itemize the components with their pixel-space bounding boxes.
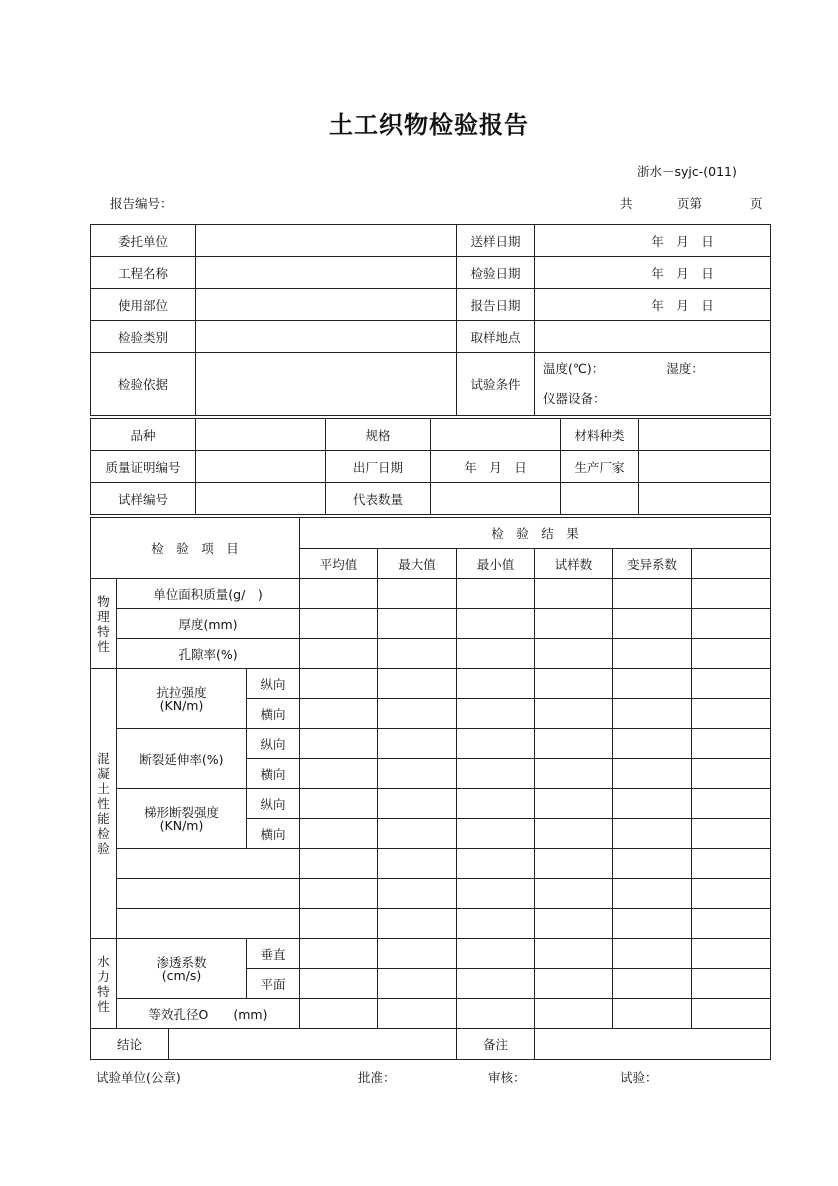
result-cell[interactable]: [692, 969, 771, 999]
variety-field[interactable]: [196, 419, 326, 451]
spec-field[interactable]: [431, 419, 561, 451]
rep-qty-field[interactable]: [431, 483, 561, 515]
result-cell[interactable]: [300, 879, 378, 909]
result-cell[interactable]: [692, 849, 771, 879]
result-cell[interactable]: [457, 729, 535, 759]
result-cell[interactable]: [535, 999, 613, 1029]
result-cell[interactable]: [457, 669, 535, 699]
result-cell[interactable]: [378, 939, 457, 969]
result-cell[interactable]: [457, 939, 535, 969]
col-header: 最小值: [457, 549, 535, 579]
result-cell[interactable]: [300, 669, 378, 699]
result-cell[interactable]: [300, 969, 378, 999]
temp-label: 温度(℃)：: [543, 361, 605, 376]
label: 使用部位: [91, 289, 196, 321]
conclusion-table: [90, 1028, 771, 1060]
remarks-label: 备注: [457, 1029, 535, 1060]
result-cell[interactable]: [378, 969, 457, 999]
result-cell[interactable]: [300, 849, 378, 879]
result-cell[interactable]: [300, 999, 378, 1029]
col-header: 最大值: [378, 549, 457, 579]
item-label: 等效孔径O (mm): [117, 999, 300, 1029]
result-cell[interactable]: [692, 909, 771, 939]
result-cell[interactable]: [378, 879, 457, 909]
result-cell[interactable]: [692, 579, 771, 609]
result-cell[interactable]: [300, 939, 378, 969]
result-cell[interactable]: [378, 759, 457, 789]
label: 规格: [326, 419, 431, 451]
result-cell[interactable]: [535, 789, 613, 819]
result-cell[interactable]: [613, 849, 692, 879]
sample-place-field[interactable]: [535, 321, 771, 353]
result-cell[interactable]: [457, 999, 535, 1029]
label: 试样编号: [91, 483, 196, 515]
result-cell[interactable]: [457, 969, 535, 999]
label: 工程名称: [91, 257, 196, 289]
result-cell[interactable]: [613, 639, 692, 669]
result-cell[interactable]: [613, 819, 692, 849]
report-date-field[interactable]: 年 月 日: [535, 289, 771, 321]
conclusion-label: 结论: [91, 1029, 169, 1060]
result-cell[interactable]: [457, 639, 535, 669]
blank-cell[interactable]: [639, 483, 771, 515]
result-cell[interactable]: [535, 669, 613, 699]
result-cell[interactable]: [457, 579, 535, 609]
result-cell[interactable]: [535, 609, 613, 639]
item-label: 厚度(mm): [117, 609, 300, 639]
item-label: 单位面积质量(g/ ): [117, 579, 300, 609]
result-cell[interactable]: [692, 729, 771, 759]
result-cell[interactable]: [378, 669, 457, 699]
result-cell[interactable]: [535, 819, 613, 849]
result-cell[interactable]: [300, 819, 378, 849]
result-cell[interactable]: [378, 609, 457, 639]
result-cell[interactable]: [535, 939, 613, 969]
item-label: 断裂延伸率(%): [117, 729, 247, 789]
result-cell[interactable]: [378, 909, 457, 939]
result-cell[interactable]: [535, 639, 613, 669]
result-cell[interactable]: [613, 759, 692, 789]
label: 品种: [91, 419, 196, 451]
page-total-label: 共: [620, 196, 633, 211]
label: 检验类别: [91, 321, 196, 353]
result-cell[interactable]: [613, 699, 692, 729]
col-header: 试样数: [535, 549, 613, 579]
result-cell[interactable]: [378, 699, 457, 729]
result-cell[interactable]: [613, 729, 692, 759]
result-cell[interactable]: [692, 939, 771, 969]
category-physical: 物理特性: [91, 579, 117, 669]
page-label: 页: [750, 196, 763, 211]
label: 送样日期: [457, 225, 535, 257]
equipment-label: 仪器设备：: [543, 391, 606, 406]
blank-cell[interactable]: [561, 483, 639, 515]
result-cell[interactable]: [378, 729, 457, 759]
result-cell[interactable]: [300, 789, 378, 819]
result-cell[interactable]: [692, 699, 771, 729]
label: 检验依据: [91, 353, 196, 416]
result-cell[interactable]: [535, 849, 613, 879]
basis-field[interactable]: [196, 353, 457, 416]
send-date-field[interactable]: 年 月 日: [535, 225, 771, 257]
direction-label: 横向: [247, 759, 300, 789]
result-cell[interactable]: [613, 609, 692, 639]
result-cell[interactable]: [378, 579, 457, 609]
result-cell[interactable]: [613, 669, 692, 699]
test-date-field[interactable]: 年 月 日: [535, 257, 771, 289]
results-table: [90, 517, 771, 1029]
result-cell[interactable]: [300, 699, 378, 729]
blank-item[interactable]: [117, 879, 300, 909]
item-header: 检 验 项 目: [91, 518, 300, 579]
item-label: 梯形断裂强度 (KN/m): [117, 789, 247, 849]
result-cell[interactable]: [692, 789, 771, 819]
result-cell[interactable]: [613, 909, 692, 939]
label: 委托单位: [91, 225, 196, 257]
result-cell[interactable]: [692, 759, 771, 789]
humidity-label: 湿度：: [666, 361, 704, 376]
label: 报告日期: [457, 289, 535, 321]
footer-unit: 试验单位(公章): [96, 1070, 181, 1085]
direction-label: 纵向: [247, 729, 300, 759]
result-cell[interactable]: [300, 609, 378, 639]
remarks-field[interactable]: [535, 1029, 771, 1060]
direction-label: 纵向: [247, 789, 300, 819]
result-cell[interactable]: [692, 819, 771, 849]
conclusion-field[interactable]: [169, 1029, 457, 1060]
page-of-label: 页第: [677, 196, 703, 211]
result-cell[interactable]: [457, 699, 535, 729]
label: 取样地点: [457, 321, 535, 353]
result-cell[interactable]: [613, 789, 692, 819]
label: 出厂日期: [326, 451, 431, 483]
result-cell[interactable]: [300, 639, 378, 669]
result-cell[interactable]: [613, 999, 692, 1029]
footer-approve: 批准：: [358, 1070, 396, 1085]
result-cell[interactable]: [457, 759, 535, 789]
result-cell[interactable]: [613, 939, 692, 969]
col-header: 变异系数: [613, 549, 692, 579]
direction-label: 横向: [247, 819, 300, 849]
material-field[interactable]: [639, 419, 771, 451]
result-cell[interactable]: [535, 579, 613, 609]
cert-no-field[interactable]: [196, 451, 326, 483]
result-cell[interactable]: [535, 759, 613, 789]
category-mechanical: 混凝土性能检验: [91, 669, 117, 939]
report-no-label: 报告编号：: [110, 196, 173, 211]
blank-item[interactable]: [117, 909, 300, 939]
result-cell[interactable]: [378, 639, 457, 669]
result-cell[interactable]: [613, 969, 692, 999]
result-cell[interactable]: [692, 609, 771, 639]
result-cell[interactable]: [300, 579, 378, 609]
info-table: [90, 224, 771, 416]
usage-field[interactable]: [196, 289, 457, 321]
result-cell[interactable]: [300, 909, 378, 939]
item-label: 渗透系数 (cm/s): [117, 939, 247, 999]
result-cell[interactable]: [457, 909, 535, 939]
direction-label: 垂直: [247, 939, 300, 969]
blank-item[interactable]: [117, 849, 300, 879]
result-cell[interactable]: [378, 789, 457, 819]
result-cell[interactable]: [378, 819, 457, 849]
label: 材料种类: [561, 419, 639, 451]
result-cell[interactable]: [613, 879, 692, 909]
col-header: 平均值: [300, 549, 378, 579]
result-cell[interactable]: [457, 789, 535, 819]
result-cell[interactable]: [457, 849, 535, 879]
result-cell[interactable]: [692, 669, 771, 699]
label: 代表数量: [326, 483, 431, 515]
result-cell[interactable]: [300, 759, 378, 789]
conditions-field[interactable]: [535, 353, 771, 416]
result-cell[interactable]: [535, 879, 613, 909]
result-cell[interactable]: [535, 699, 613, 729]
result-cell[interactable]: [692, 639, 771, 669]
result-cell[interactable]: [457, 609, 535, 639]
direction-label: 横向: [247, 699, 300, 729]
result-cell[interactable]: [692, 879, 771, 909]
manufacturer-field[interactable]: [639, 451, 771, 483]
footer-test: 试验：: [620, 1070, 658, 1085]
page-title: 土工织物检验报告: [329, 111, 529, 139]
test-type-field[interactable]: [196, 321, 457, 353]
result-cell[interactable]: [300, 729, 378, 759]
result-cell[interactable]: [535, 909, 613, 939]
label: 质量证明编号: [91, 451, 196, 483]
result-cell[interactable]: [378, 849, 457, 879]
result-cell[interactable]: [535, 729, 613, 759]
result-header: 检 验 结 果: [300, 518, 771, 549]
form-code: 浙水－syjc-(011): [637, 164, 737, 179]
sample-table: [90, 418, 771, 515]
client-field[interactable]: [196, 225, 457, 257]
project-field[interactable]: [196, 257, 457, 289]
sample-no-field[interactable]: [196, 483, 326, 515]
footer-review: 审核：: [488, 1070, 526, 1085]
result-cell[interactable]: [378, 999, 457, 1029]
label: 试验条件: [457, 353, 535, 416]
result-cell[interactable]: [457, 819, 535, 849]
item-label: 孔隙率(%): [117, 639, 300, 669]
factory-date-field[interactable]: 年 月 日: [431, 451, 561, 483]
category-hydraulic: 水力特性: [91, 939, 117, 1029]
result-cell[interactable]: [613, 579, 692, 609]
direction-label: 平面: [247, 969, 300, 999]
label: 生产厂家: [561, 451, 639, 483]
result-cell[interactable]: [457, 879, 535, 909]
result-cell[interactable]: [535, 969, 613, 999]
result-cell[interactable]: [692, 999, 771, 1029]
direction-label: 纵向: [247, 669, 300, 699]
label: 检验日期: [457, 257, 535, 289]
col-header: [692, 549, 771, 579]
item-label: 抗拉强度 (KN/m): [117, 669, 247, 729]
